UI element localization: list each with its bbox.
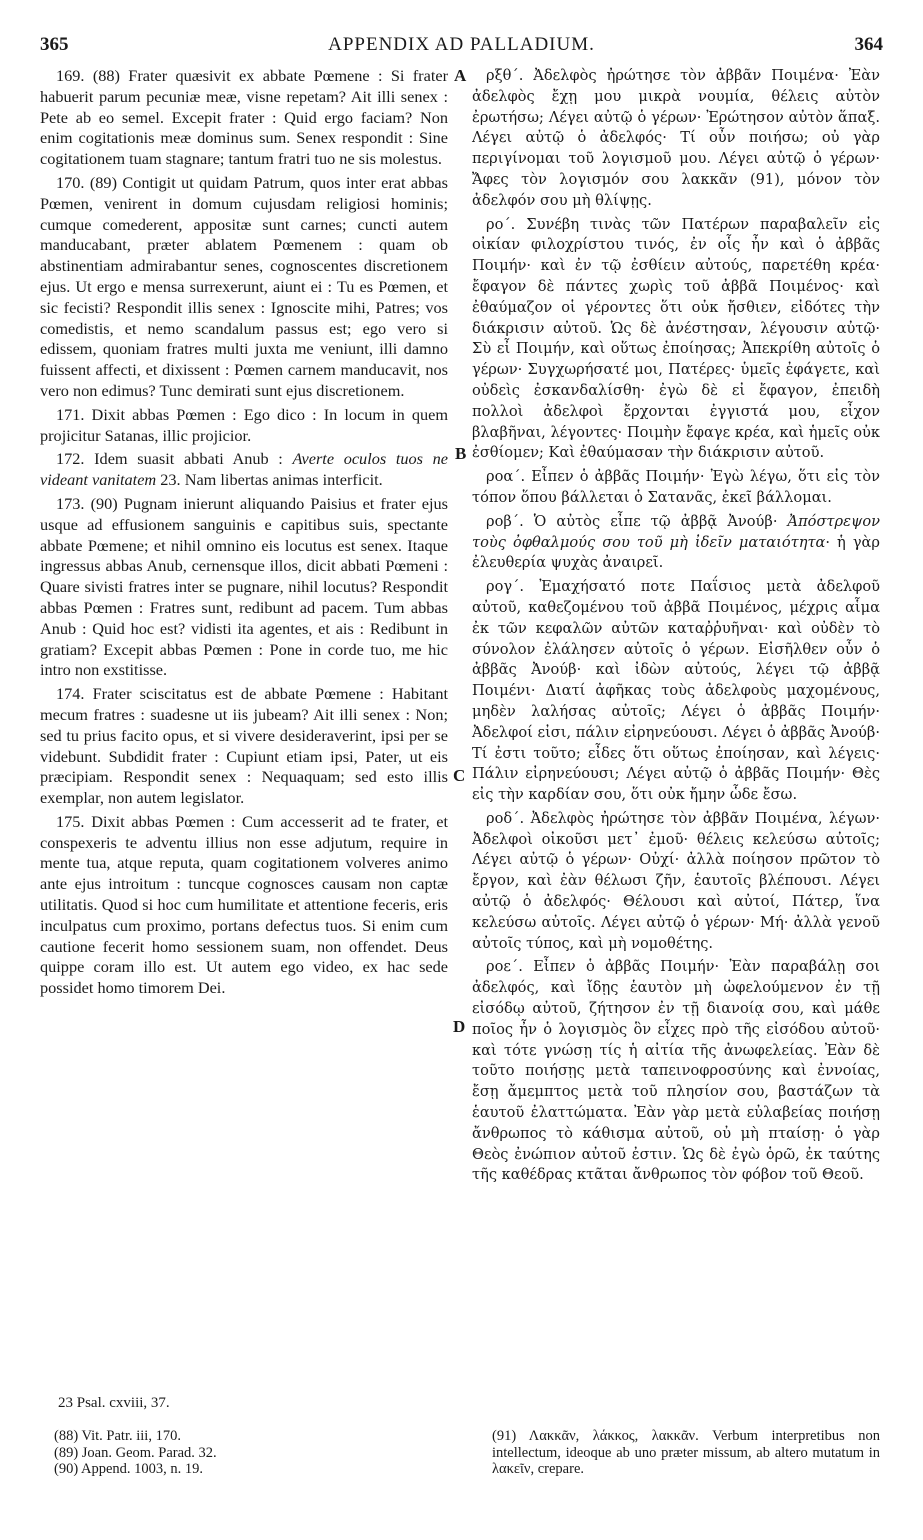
note-90: (90) Append. 1003, n. 19. xyxy=(54,1461,204,1477)
greek-para-171: ροα΄. Εἶπεν ὁ ἀββᾶς Ποιμήν· Ἐγὼ λέγω, ὅτι εἰς τὸν τόπον ὅπου βάλλεται ὁ Σατανᾶς, ἐκεῖ βάλλομαι. xyxy=(472,468,880,506)
page-header xyxy=(40,34,883,58)
note-88: (88) Vit. Patr. iii, 170. xyxy=(54,1428,181,1444)
greek-para-172-lead: ροβ΄. Ὁ αὐτὸς εἶπε τῷ ἀββᾷ Ἀνούβ· xyxy=(486,512,788,530)
latin-para-172-lead: 172. Idem suasit abbati Anub : xyxy=(56,449,293,469)
latin-para-172-tail: 23. Nam libertas animas interficit. xyxy=(156,470,383,490)
greek-para-172-tail: · ἡ γὰρ ἐλευθερία ψυχὰς ἀναιρεῖ. xyxy=(472,533,880,572)
page-number-right: 364 xyxy=(854,34,883,55)
section-letter-d: D xyxy=(453,1017,466,1036)
greek-column xyxy=(472,66,880,1189)
greek-para-170: ρο΄. Συνέβη τινὰς τῶν Πατέρων παραβαλεῖν εἰς οἰκίαν φιλοχρίστου τινός, ἐν οἷς ἦν καὶ ὁ ἀββᾶς Ποιμήν· καὶ ἐν τῷ ἐσθίειν αὐτούς, παρετέθη κρέα· ἔφαγον δὲ πάντες χωρὶς τοῦ ἀββᾶ Ποιμένος· καὶ ἐθαύμαζον οἱ γέροντες ὅτι οὐκ ἤσθιεν, εἰδότες τὴν διάκρισιν αὐτοῦ. Ὡς δὲ ἀνέστησαν, λέγουσιν αὐτῷ· Σὺ εἶ Ποιμήν, καὶ οὕτως ἐποίησας; Ἀπεκρίθη αὐτοῖς ὁ γέρων· Συγχωρήσατέ μοι, Πατέρες· ὑμεῖς ἐφάγετε, καὶ οὐδεὶς ἐσκανδαλίσθη· ἐγὼ δὲ εἰ ἔφαγον, ἐπειδὴ πολλοὶ ἀδελφοὶ ἔρχονται ἐγγιστά μου, εἶχον βλαβῆναι, λέγοντες· Ποιμὴν ἔφαγε κρέα, καὶ ἡμεῖς οὐκ ἐσθίομεν; Καὶ ἐθαύμασαν τὴν διάκρισιν αὐτοῦ. xyxy=(472,215,880,462)
latin-column xyxy=(40,66,448,1002)
section-letter-b: B xyxy=(455,444,467,463)
latin-para-172-quote: Averte oculos tuos ne videant vanitatem xyxy=(40,449,448,490)
latin-para-169: 169. (88) Frater quæsivit ex abbate Pœmene : Si frater habuerit parum pecuniæ meæ, visne repetam? Ait illi senex : Pete ab eo semel. Excepit frater : Quid ergo faciam? Non enim cogitationis meæ dominus sum. Senex respondit : Sine cogitationem tuam stagnare; tantum fratri tuo ne sis molestus. xyxy=(40,66,448,169)
page-number-left: 365 xyxy=(40,34,69,55)
greek-para-174: ροδ΄. Ἀδελφὸς ἠρώτησε τὸν ἀββᾶν Ποιμένα, λέγων· Ἀδελφοὶ οἰκοῦσι μετ᾽ ἐμοῦ· θέλεις κελεύσω αὐτοῖς; Λέγει αὐτῷ ὁ γέρων· Οὐχί· ἀλλὰ ποίησον πρῶτον τὸ ἔργον, καὶ ἐὰν θέλωσι ζῆν, ἑαυτοῖς βλέπουσι. Λέγει αὐτῷ ὁ ἀδελφός· Θέλουσι καὶ αὐτοί, Πάτερ, ἵνα κελεύσω αὐτοῖς. Λέγει αὐτῷ ὁ γέρων· Μή· ἀλλὰ γενοῦ αὐτοῖς τύπος, καὶ μὴ νομοθέτης. xyxy=(472,809,880,952)
latin-para-175: 175. Dixit abbas Pœmen : Cum accesserit ad te frater, et conspexeris te adventu illius non esse adjutum, require in mente tua, atque reputa, quam cogitationem volveres animo ante ejus introitum : tuncque cognosces causam non captæ utilitatis. Quod si hoc cum humilitate et attentione feceris, eris inculpatus cum proximo, portans defectus tuos. Si enim cum cautione fecerit homo sessionem suam, non offendet. Deus quippe coram illo est. Ut autem ego video, ex hac sede possidet homo timorem Dei. xyxy=(40,811,448,998)
greek-para-172 xyxy=(472,512,880,574)
latin-para-173: 173. (90) Pugnam inierunt aliquando Paisius et frater ejus usque ad effusionem sanguinis e capitibus suis, spectante abbate Pœmene; et nihil omnino eis locutus est senex. Itaque ingressus abbas Anub, cernensque illos, dicit abbati Pœmeni : Quare sivisti fratres inter se pugnare, nihil locutus? Respondit abbas Pœmen : Fratres sunt, redibunt ad pacem. Tum abbas Anub : Quid hoc est? vidisti ita agentes, et ais : Redibunt in gratiam? Excepit abbas Pœmen : Pone in corde tuo, me hic intro non exstitisse. xyxy=(40,493,448,680)
section-letter-a: A xyxy=(454,66,467,85)
note-91: (91) Λακκᾶν, λάκκος, λακκᾶν. Verbum interpretibus non intellectum, ideoque ab uno præter missum, ab altero mutatum in λακεῖν, crepare. xyxy=(492,1428,880,1477)
latin-para-171: 171. Dixit abbas Pœmen : Ego dico : In locum in quem projicitur Satanas, illic projicior. xyxy=(40,404,448,445)
latin-para-170: 170. (89) Contigit ut quidam Patrum, quos inter erat abbas Pœmen, venirent in domum cujusdam religiosi hominis; cumque comederent, appositæ sunt carnes; cuncti autem manducabant, præter ablatem Pœmenem : quam ob abstinentiam admirabantur senes, cognoscentes discretionem ejus. Ut ergo e mensa surrexerunt, aiunt ei : Tu es Pœmen, et sic fecisti? Respondit illis senex : Ignoscite mihi, Patres; vos comedistis, et nemo scandalum passus est; ego vero si edissem, quoniam fratres multi juxta me veniunt, illi damno fuissent affecti, et dixissent : Pœmen carnem manducavit, nos vero non edimus? Tunc demirati sunt ejus discretionem. xyxy=(40,172,448,400)
greek-para-175: ροε΄. Εἶπεν ὁ ἀββᾶς Ποιμήν· Ἐὰν παραβάλῃ σοι ἀδελφός, καὶ ἴδῃς ἑαυτὸν μὴ ὠφελούμενον ἐν τῇ εἰσόδῳ αὐτοῦ, ζήτησον ἐν τῇ διανοίᾳ σου, καὶ μάθε ποῖος ἦν ὁ λογισμὸς ὃν εἶχες πρὸ τῆς εἰσόδου αὐτοῦ· καὶ τότε γνώσῃ τίς ἡ αἰτία τῆς ἀνωφελείας. Ἐὰν δὲ τοῦτο ποιήσῃς μετὰ ταπεινοφροσύνης καὶ ἐννοίας, ἔσῃ ἄμεμπτος μετὰ τοῦ πλησίον σου, βαστάζων τὰ ἑαυτοῦ ἐλαττώματα. Ἐὰν γὰρ μετὰ εὐλαβείας ποιήσῃ ἄνθρωπος τὸ κάθισμα αὐτοῦ, οὐ μὴ πταίσῃ· ὁ γὰρ Θεὸς ἐνώπιον αὐτοῦ ἐστιν. Ὡς δὲ ἐγὼ ὁρῶ, ἐκ ταύτης τῆς καθέδρας κτᾶται ἄνθρωπος τὸν φόβον τοῦ Θεοῦ. xyxy=(472,958,880,1184)
latin-para-172 xyxy=(40,449,448,491)
greek-para-169: ρξθ΄. Ἀδελφὸς ἠρώτησε τὸν ἀββᾶν Ποιμένα· Ἐὰν ἀδελφὸς ἔχῃ μου μικρὰ νουμία, θέλεις αὐτὸν ἐρωτήσω; Λέγει αὐτῷ ὁ γέρων· Ἐρώτησον αὐτὸν ἅπαξ. Λέγει αὐτῷ ὁ ἀδελφός· Τί οὖν ποιήσω; οὐ γὰρ περιγίνομαι τοῦ λογισμοῦ μου. Λέγει αὐτῷ ὁ γέρων· Ἄφες τὸν λογισμόν σου λακκᾶν (91), μόνον τὸν ἀδελφόν σου μὴ θλίψῃς. xyxy=(472,67,880,209)
greek-para-172-quote: Ἀπόστρεψον τοὺς ὀφθαλμούς σου τοῦ μὴ ἰδεῖν ματαιότητα xyxy=(472,512,880,551)
greek-para-173: ρογ΄. Ἐμαχήσατό ποτε Παΐσιος μετὰ ἀδελφοῦ αὐτοῦ, καθεζομένου τοῦ ἀββᾶ Ποιμένος, μέχρις αἷμα ἐκ τῶν κεφαλῶν αὐτῶν καταῤῥυῆναι· καὶ οὐδὲν τὸ σύνολον ἐλάλησεν αὐτοῖς ὁ γέρων. Εἰσῆλθεν οὖν ὁ ἀββᾶς Ἀνούβ· καὶ ἰδὼν αὐτούς, λέγει τῷ ἀββᾷ Ποιμένι· Διατί ἀφῆκας τοὺς ἀδελφοὺς μαχομένους, μηδὲν λαλήσας αὐτοῖς; Λέγει ὁ ἀββᾶς Ποιμήν· Ἀδελφοί εἰσι, πάλιν εἰρηνεύουσι. Λέγει ὁ ἀββᾶς Ἀνούβ· Τί ἐστι τοῦτο; εἶδες ὅτι οὕτως ἐποίησαν, καὶ λέγεις· Πάλιν εἰρηνεύουσι; Λέγει αὐτῷ ὁ ἀββᾶς Ποιμήν· Θὲς εἰς τὴν καρδίαν σου, ὅτι οὐκ ἤμην ὧδε ἔσω. xyxy=(472,578,880,804)
note-89: (89) Joan. Geom. Parad. 32. xyxy=(54,1444,217,1461)
notes-left xyxy=(54,1428,434,1478)
scripture-footnote: 23 Psal. cxviii, 37. xyxy=(58,1395,170,1411)
section-letter-c: C xyxy=(453,766,466,785)
running-title: APPENDIX AD PALLADIUM. xyxy=(328,34,595,55)
latin-para-174: 174. Frater sciscitatus est de abbate Pœmene : Habitant mecum fratres : suadesne ut iis jubeam? Ait illi senex : Non; sed tu prius facito opus, et si vivere desideraverint, ipsi per se videbunt. Subdidit frater : Cupiunt etiam ipsi, Pater, ut eis præcipiam. Respondit senex : Nequaquam; sed esto illis exemplar, non autem legislator. xyxy=(40,684,448,808)
